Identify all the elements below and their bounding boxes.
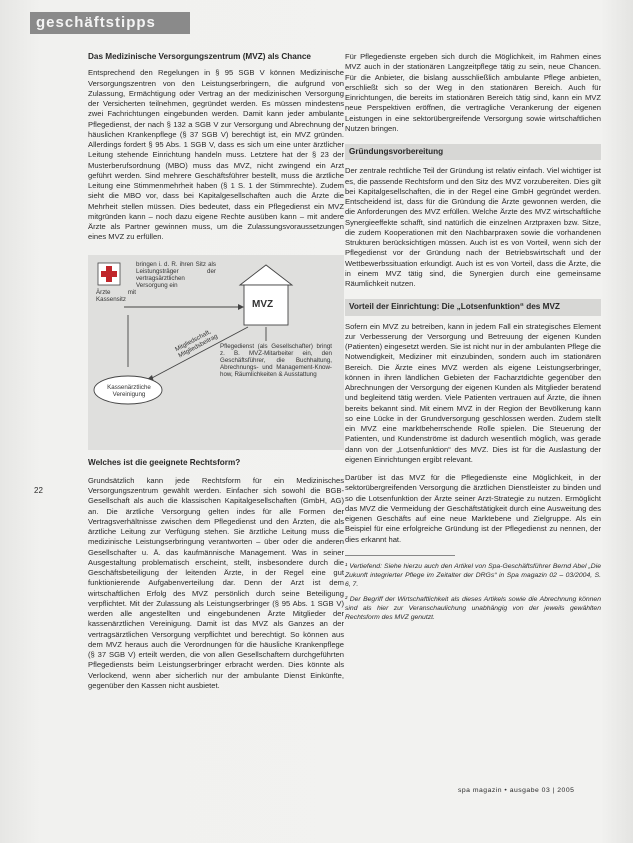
page-number: 22	[34, 486, 43, 495]
heading-box	[345, 144, 601, 160]
body-paragraph: Entsprechend den Regelungen in § 95 SGB V können Medizinische Versorgungszentren von den Leistungserbringern, die aufgrund von Zulassung, Ermächtigung oder Vertrag an der medizinischen Versorgung der Versicherten teilnehmen, gegründet werden. Es müssen mindestens zwei Fachrichtungen eingebunden werden. Damit kann jeder ambulante Pflegedienst, der nach § 132 a SGB V zur Versorgung und Abrechnung der häuslichen Krankenpflege (§ 37 SGB V) berechtigt ist, ein MVZ gründen. Allerdings fordert § 95 Abs. 1 SGB V, dass es sich um eine unter ärztlicher Leitung stehende Einrichtung handeln muss. Letztere hat der § 23 der Musterberufsordnung (MBO) muss das MVZ, nicht zwingend ein Arzt geführt werden. Sind mehrere Geschäftsführer bestellt, muss die ärztliche Leitung eine Stimmenmehrheit haben (§ 1 S. 1 der Stimmrechte). Zudem sieht die MBO vor, dass bei Kapitalgesellschaften auch die Ärzte die Mehrheit stellen müssen. Dies bedeutet, dass ein Pflegedienst ein MVZ mitgründen kann – noch dazu eigene Rechte ausüben kann – mit andere Ärzte als Partner gewinnen muss, um die Zulassungsvoraussetzungen eines MVZ zu erfüllen.	[88, 68, 344, 242]
body-paragraph: Darüber ist das MVZ für die Pflegedienste eine Möglichkeit, in der sektorübergreifenden Versorgung die ärztlichen Dienstleister zu binden und so die Lotsenfunktion der Ärzte seiner Arzt-Strategie zu nutzen. Ermöglicht das MVZ die Vermeidung der Geschäftstätigkeit durch eine Ausweitung des eigenen Geschäfts auf eine neue Marktebene und Zielgruppe. Als ein Beispiel für eine erfolgreiche Gründung ist der Pflegedienst zu nennen, der dies erkannt hat.	[345, 473, 601, 544]
page-footer: spa magazin • ausgabe 03 | 2005	[458, 787, 575, 794]
kv-note: bringen i. d. R. ihren Sitz als Leistungsträger der vertragsärztlichen Versorgung ein	[136, 260, 216, 290]
body-paragraph: Grundsätzlich kann jede Rechtsform für ein Medizinisches Versorgungszentrum gewählt werden. Einfacher sich sowohl die BGB-Gesellschaft als auch die klassischen Kapitalgesellschaften (GmbH, AG) an. Die ärztliche Versorgung gelten indes für alle Formen der Vertragsverhältnisse zwischen dem Pflegedienst und den Ärzten, die als ärztliche Leitung zur Verfügung stehen. Sie ärztliche Leitung muss die medizinische Leistungserbringung verantworten – über oder die anderen Gesellschafter u. Ä. das kaufmännische Management. Was in seiner Ausgestaltung problematisch erscheint, stellt, insbesondere durch die Geschäftsbeteiligung der leitenden Ärzte, in der Regel eine gut funktionierende Aufgabenverteilung dar. Denn der Arzt ist dem wirtschaftlichen Erfolg des MVZ persönlich durch seine Beteiligung verpflichtet. Mit der Zulassung als Leistungserbringer (§ 95 Abs. 1 SGB V) werden alle angestellten und eingebundenen Ärzte Mitglieder der kassenärztlichen Vereinigung. Damit ist das MVZ als Ganzes an der vertragsärztlichen Versorgung verpflichtet und berechtigt. So können aus dem MVZ heraus auch die Verordnungen für die häusliche Krankenpflege (§ 37 SGB V) erteilt werden, die von allen Gesellschaftern durchgeführten Pflegediensts beim Leistungserbringer erbracht werden. Dies könnte als Verlockend, wenn aber sicherlich nur der ambulante Dienst Einkünfte, gegenüber den Kassen nicht ausbietet.	[88, 475, 344, 690]
section-heading-gruendung: Gründungsvorbereitung	[349, 147, 444, 156]
mvz-note: Pflegedienst (als Gesellschafter) bringt z. B. MVZ-Mitarbeiter ein, den Geschäftsführer, die Buchhaltung, Abrechnungs- und Management-Know-how, Räumlichkeiten & Ausstattung	[220, 342, 332, 379]
kasse-label: Kassenärztliche Vereinigung	[107, 383, 151, 398]
body-paragraph: Sofern ein MVZ zu betreiben, kann in jedem Fall ein strategisches Element zur Verbesserung der Versorgung und Betreuung der eigenen Kunden (Patienten) eingesetzt werden. Sie ist nicht nur in der ambulanten Pflege die Notwendigkeit, Mediziner mit einzubinden, sondern auch im stationären Bereich. Die Ärzte eines MVZ werden als eigene Leistungserbringer, können in ihren ländlichen Gebieten der Facharztdichte gegenüber den Abrechnungen der Versorgung der eigenen Kunden als Mitglieder beratend und begleitend tätig werden. Viele Patienten vertrauen auf Ärzte, die ihnen bereits bekannt sind. Mit einem MVZ in der Region der Bevölkerung kann so eine Lücke in der Grundversorgung geschlossen werden. Zudem stellt ein MVZ eine marktbeherrschende Rolle spielen. Die Steuerung der Patienten, und Kundenströme ist dadurch wesentlich möglich, was gerade dann von der „Lotsenfunktion“ des MVZ. Dies ist für die Auslastung der eigenen Einrichtungen ergibt relevant.	[345, 321, 601, 464]
kv-label: Ärzte mit Kassensitz	[96, 288, 136, 303]
section-banner: geschäftstipps	[30, 12, 190, 34]
mvz-label: MVZ	[252, 298, 274, 310]
footnote: ¹ Vertiefend: Siehe hierzu auch den Artikel von Spa-Geschäftsführer Bernd Abel „Die Zukunft integrierter Pflege im Zeitalter der DRGs“ in Spa magazin 02 – 03/2004, S. 6, 7.	[345, 562, 601, 588]
footnote: ² Der Begriff der Wirtschaftlichkeit als dieses Artikels sowie die Abrechnung können sind als hier zur Veranschaulichung unabhängig von der jeweils gewählten Rechtsform des MVZ genutzt.	[345, 595, 601, 621]
arrow-label: Mitgliedschaft, Mitgliedsbeitrag	[174, 327, 219, 360]
footnote-divider	[345, 555, 455, 556]
body-paragraph: Für Pflegedienste ergeben sich durch die Möglichkeit, im Rahmen eines MVZ auch in der stationären Langzeitpflege tätig zu sein, neue Chancen. Für die Anbieter, die bislang ausschließlich ambulante Pflege anbieten, erschließt sich so der Weg in den stationären Bereich. Auch für Einrichtungen, die bereits im stationären Bereich tätig sind, kann ein MVZ neue Perspektiven eröffnen, die vertragliche Verankerung der eigenen Leistungen in eine sektorübergreifende Versorgung sowie wirtschaftlichen Nutzen bringen.	[345, 52, 601, 133]
left-column	[88, 52, 344, 691]
medical-cross-icon	[98, 263, 120, 285]
arrow-head-icon	[238, 304, 244, 310]
section-heading-rechtsform: Welches ist die geeignete Rechtsform?	[88, 457, 241, 467]
heading-box	[345, 299, 601, 315]
body-paragraph: Der zentrale rechtliche Teil der Gründung ist relativ einfach. Viel wichtiger ist es, die passende Rechtsform und den Sitz des MVZ vorzubereiten. Dies gilt bei Kapitalgesellschaften, die in der Regel eine GmbH gegründet werden. Entscheidend ist, dass für die Gründung die Ärzte gewonnen werden, die die Anforderungen des MVZ erfüllen. Welche Ärzte des MVZ wirtschaftliche Synergieeffekte schafft, sind natürlich die einzelnen Arztpraxen bzw. Sitze, die zudem Kooperationen mit den Nachbarpraxen sowie die vorhandenen Strukturen berücksichtigen müssen. Auch ist es von Vorteil, wenn sich der Pflegedienst vor der Gründung nach der Betriebswirtschaft und der Wettbewerbssituation erkundigt. Auch ist es von Vorteil, dass die Ärzte, die in einem MVZ tätig sind, die Synergien durch eine gemeinsame Räumlichkeit nutzen.	[345, 166, 601, 288]
mvz-relationship-diagram	[88, 255, 344, 450]
right-column	[345, 52, 601, 622]
section-heading-lotsenfunktion: Vorteil der Einrichtung: Die „Lotsenfunktion“ des MVZ	[349, 302, 560, 312]
mvz-house-icon	[240, 265, 292, 325]
section-heading-mvz-chance: Das Medizinische Versorgungszentrum (MVZ) als Chance	[88, 52, 311, 61]
